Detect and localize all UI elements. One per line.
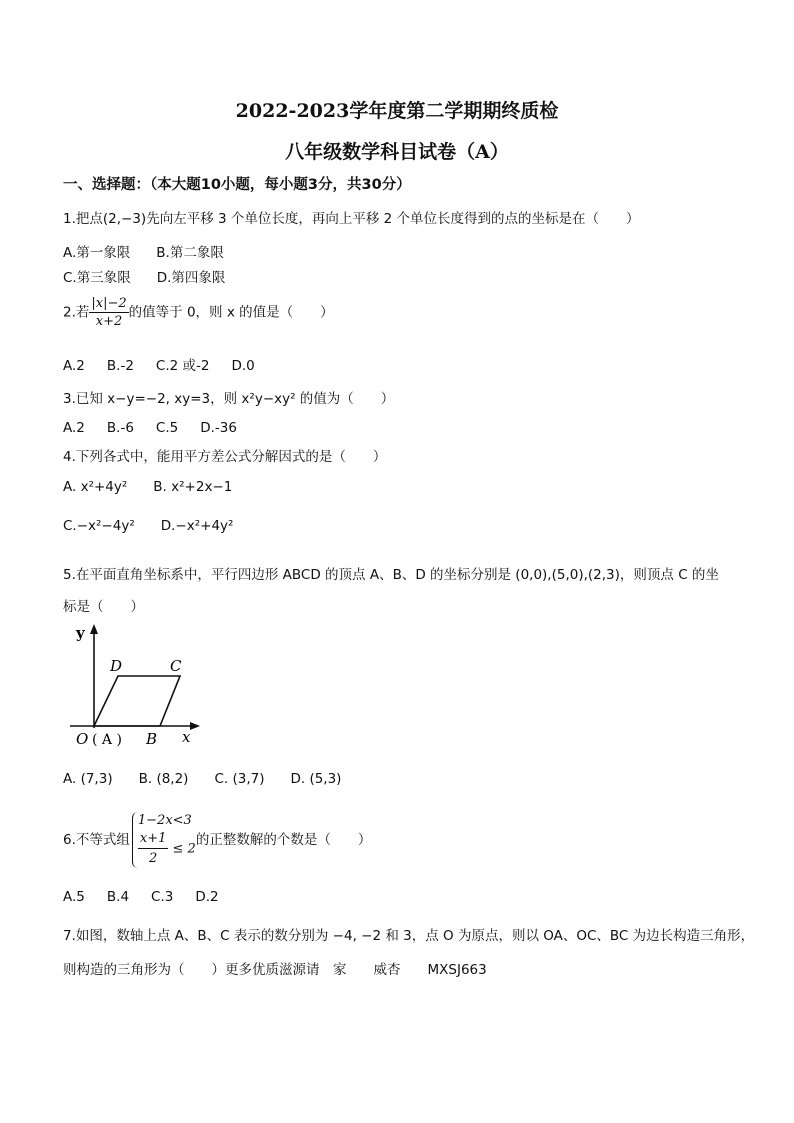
- q1-option-b: B.第二象限: [156, 245, 224, 261]
- q3-option-c: C.5: [155, 420, 179, 436]
- q2-prefix: 2.若: [63, 304, 90, 321]
- q4-option-a: A. x²+4y²: [63, 479, 128, 495]
- question-7-text-line1: 7.如图，数轴上点 A、B、C 表示的数分别为 −4, −2 和 3，点 O 为原点，则以 OA、OC、BC 为边长构造三角形，: [63, 928, 755, 944]
- exam-subtitle: 八年级数学科目试卷（A）: [285, 141, 509, 163]
- question-2-text: [63, 296, 334, 329]
- question-4-options-row1: [63, 479, 232, 495]
- label-x: x: [182, 728, 191, 746]
- x-axis-arrow: [190, 722, 200, 730]
- q6-suffix: 的正整数解的个数是（ ）: [195, 831, 372, 848]
- q4-option-d: D.−x²+4y²: [160, 518, 234, 534]
- q2-suffix: 的值等于 0，则 x 的值是（ ）: [128, 304, 334, 321]
- q6-option-c: C.3: [151, 889, 174, 905]
- q6-inequality-2: [138, 830, 196, 868]
- label-a: ( A ): [92, 732, 122, 748]
- q6-fraction-numerator: x+1: [138, 830, 169, 850]
- label-b: B: [146, 730, 158, 748]
- q2-fraction-numerator: |x|−2: [91, 296, 127, 311]
- q6-inequality-system: [132, 812, 196, 868]
- q4-option-b: B. x²+2x−1: [153, 479, 233, 495]
- q4-option-c: C.−x²−4y²: [63, 518, 135, 534]
- question-6-text: [63, 812, 371, 868]
- q3-option-b: B.-6: [106, 420, 134, 436]
- section-heading: 一、选择题：（本大题10小题，每小题3分，共30分）: [63, 177, 411, 193]
- q6-option-a: A.5: [63, 889, 85, 905]
- question-3-options: [63, 420, 237, 436]
- q6-prefix: 6.不等式组: [63, 831, 130, 848]
- question-5-text-line2: 标是（ ）: [63, 599, 144, 615]
- q5-option-a: A. (7,3): [63, 771, 113, 787]
- question-6-options: [63, 889, 219, 905]
- q2-fraction: [89, 296, 128, 329]
- q2-fraction-denominator: x+2: [95, 314, 123, 329]
- q3-option-d: D.-36: [200, 420, 237, 436]
- q3-option-a: A.2: [63, 420, 85, 436]
- q2-option-a: A.2: [63, 358, 85, 374]
- label-c: C: [170, 657, 182, 675]
- q6-option-b: B.4: [106, 889, 130, 905]
- q5-option-b: B. (8,2): [138, 771, 189, 787]
- y-axis-arrow: [90, 624, 98, 634]
- question-4-text: 4.下列各式中，能用平方差公式分解因式的是（ ）: [63, 449, 387, 465]
- label-d: D: [110, 657, 123, 675]
- question-5-text-line1: 5.在平面直角坐标系中，平行四边形 ABCD 的顶点 A、B、D 的坐标分别是 (0,0),(5,0),(2,3)，则顶点 C 的坐: [63, 567, 719, 583]
- question-7-text-line2: 则构造的三角形为（ ）更多优质滋源请 家 威杏 MXSJ663: [63, 962, 487, 978]
- q6-option-d: D.2: [195, 889, 219, 905]
- q6-fraction: [138, 830, 169, 868]
- question-3-text: 3.已知 x−y=−2, xy=3，则 x²y−xy² 的值为（ ）: [63, 391, 395, 407]
- q1-option-c: C.第三象限: [63, 270, 131, 286]
- q5-option-c: C. (3,7): [214, 771, 265, 787]
- q2-option-b: B.-2: [106, 358, 134, 374]
- q1-option-a: A.第一象限: [63, 245, 131, 261]
- q5-option-d: D. (5,3): [290, 771, 342, 787]
- question-5-options: [63, 771, 341, 787]
- parallelogram-abcd: [94, 676, 180, 726]
- question-1-options-row1: [63, 241, 224, 261]
- q6-relation: ≤ 2: [172, 841, 196, 857]
- q6-fraction-denominator: 2: [149, 851, 158, 867]
- question-4-options-row2: [63, 518, 233, 534]
- q2-option-c: C.2 或-2: [155, 358, 210, 374]
- q2-option-d: D.0: [231, 358, 255, 374]
- label-y: y: [76, 624, 85, 642]
- label-o: O: [76, 730, 89, 748]
- question-2-options: [63, 354, 255, 374]
- question-1-text: 1.把点(2,−3)先向左平移 3 个单位长度，再向上平移 2 个单位长度得到的点的坐标是在（ ）: [63, 211, 640, 227]
- exam-title: 2022-2023学年度第二学期期终质检: [235, 100, 559, 122]
- q1-option-d: D.第四象限: [156, 270, 226, 286]
- parallelogram-figure: [66, 618, 206, 758]
- question-1-options-row2: [63, 266, 225, 286]
- q6-inequality-1: 1−2x<3: [137, 813, 192, 828]
